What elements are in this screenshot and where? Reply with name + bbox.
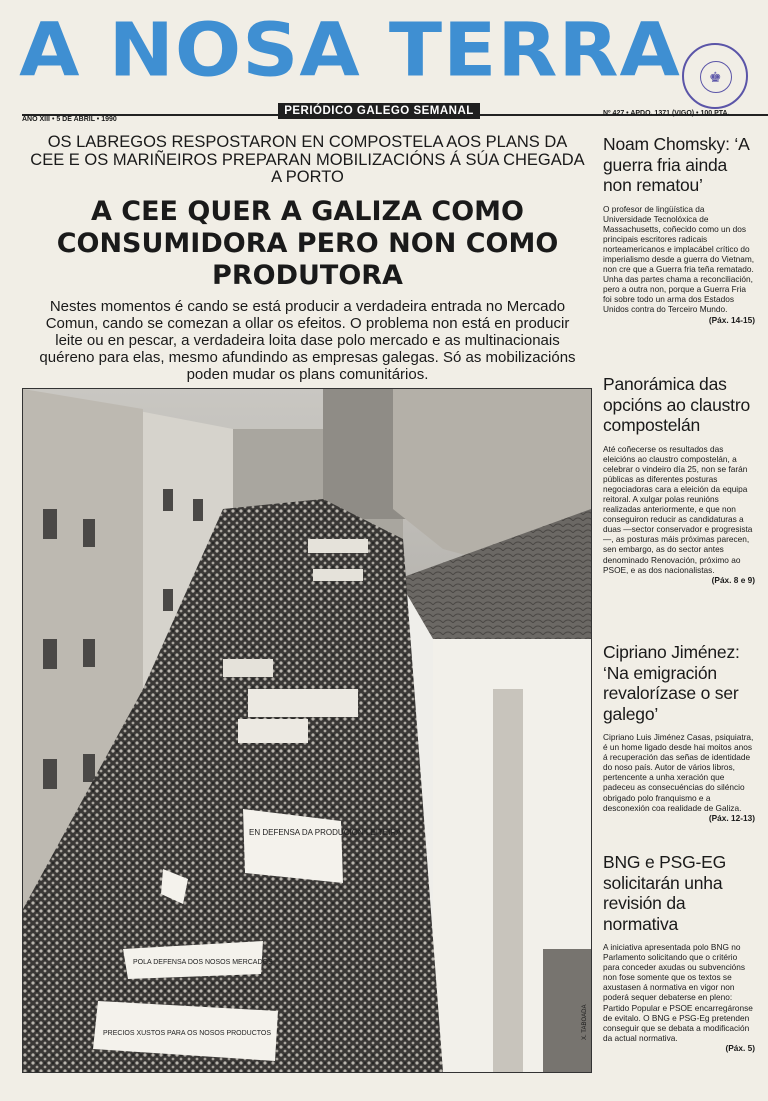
story-title: BNG e PSG-EG solicitarán unha revisión da normativa [603, 852, 727, 934]
main-lead: Nestes momentos é cando se está producir a verdadeira entrada no Mercado Comun, cando se comezan a ollar os efeitos. O problema non está en producir leite ou en pescar, a verdadeira loita dase polo mercado e as multinacionais quéreno para elas, mesmo afundindo as empresas galegas. Só as mobilizacións poden mudar os plans comunitários. [39, 298, 576, 383]
page-ref: (Páx. 8 e 9) [711, 574, 755, 585]
photo-illustration [23, 389, 591, 1072]
page-ref: (Páx. 5) [725, 1042, 755, 1053]
story-chomsky[interactable] [603, 134, 755, 325]
issue-number: Nº 427 • APDO. 1371 (VIGO) • 100 PTA. [603, 110, 730, 117]
demonstration-photo [22, 388, 592, 1073]
story-claustro[interactable] [603, 374, 755, 585]
banner-prices: PRECIOS XUSTOS PARA OS NOSOS PRODUCTOS [103, 1030, 272, 1037]
page-ref: (Páx. 12-13) [708, 812, 755, 823]
page-ref: (Páx. 14-15) [708, 314, 755, 325]
story-bng[interactable] [603, 852, 755, 1053]
story-body: Cipriano Luis Jiménez Casas, psiquiatra, é un home ligado desde hai moitos anos á recuperación das señas de identidade do noso país. Autor de vários libros, pertencente a unha xeración que padeceu as consecuéncias do siléncio obrigado polo franquismo e a desconexión coa realidade de Galiza. [603, 732, 754, 813]
story-title: Noam Chomsky: ‘A guerra fria ainda non rematou’ [603, 134, 749, 195]
library-stamp-icon: ♚ [682, 43, 748, 109]
main-headline: A CEE QUER A GALIZA COMO CONSUMIDORA PERO NON COMO PRODUTORA [56, 196, 559, 291]
banner-production: EN DEFENSA DA PRODUCION LEITEIRA [249, 828, 402, 837]
story-title: Cipriano Jiménez: ‘Na emigración revalorízase o ser galego’ [603, 642, 740, 724]
story-body: O profesor de lingüística da Universidade Tecnolóxica de Massachusetts, coñecido como un dos principais escritores radicais norteamericanos e implacábel crítico do imperialismo desde a guerra do Vietnam, non cre que a Guerra fria teña rematado. Unha das partes chama a reconciliación, pero a outra non, porque a Guerra Fria foi sobre todo un arma dos Estados Unidos contra do Terceiro Mundo. [603, 203, 755, 315]
story-title: Panorámica das opcións ao claustro compostelán [603, 374, 750, 435]
banner-markets: POLA DEFENSA DOS NOSOS MERCADOS [133, 959, 273, 966]
main-kicker: OS LABREGOS RESPOSTARON EN COMPOSTELA AOS PLANS DA CEE E OS MARIÑEIROS PREPARAN MOBILIZACIÓNS Á SÚA CHEGADA A PORTO [30, 133, 585, 186]
story-cipriano[interactable] [603, 642, 755, 823]
masthead [0, 0, 768, 110]
issue-date: ANO XIII • 5 DE ABRIL • 1990 [22, 116, 117, 123]
story-body: A iniciativa apresentada polo BNG no Parlamento solicitando que o critério para conceder axudas ou subvencións non fose somente que os textos se axustasen á normativa en vigor non poderá sequer debaterse en pleno: Partido Popular e PSOE encarregáronse de evitalo. O BNG e PSG-Eg pretenden conseguir que se debata a modificación da actual normativa. [603, 942, 753, 1043]
subtitle-banner: PERIÓDICO GALEGO SEMANAL [278, 103, 480, 119]
story-body: Até coñecerse os resultados das eleicións ao claustro compostelán, a celebrar o vindeiro día 25, non se farán públicas as diferentes posturas negociadoras cara a eleición da equipa reitoral. A xulgar polas reunións realizadas anteriormente, e que non conseguiron reducir as candidaturas a duas —sector conservador e progresista—, as posturas máis próximas parecen, sen embargo, as do sector antes denominado Renovación, próximo ao PSOE, e as dos nacionalistas. [603, 443, 753, 575]
newspaper-title: A NOSA TERRA [19, 8, 681, 94]
photo-credit: X. TABOADA [582, 1004, 588, 1040]
